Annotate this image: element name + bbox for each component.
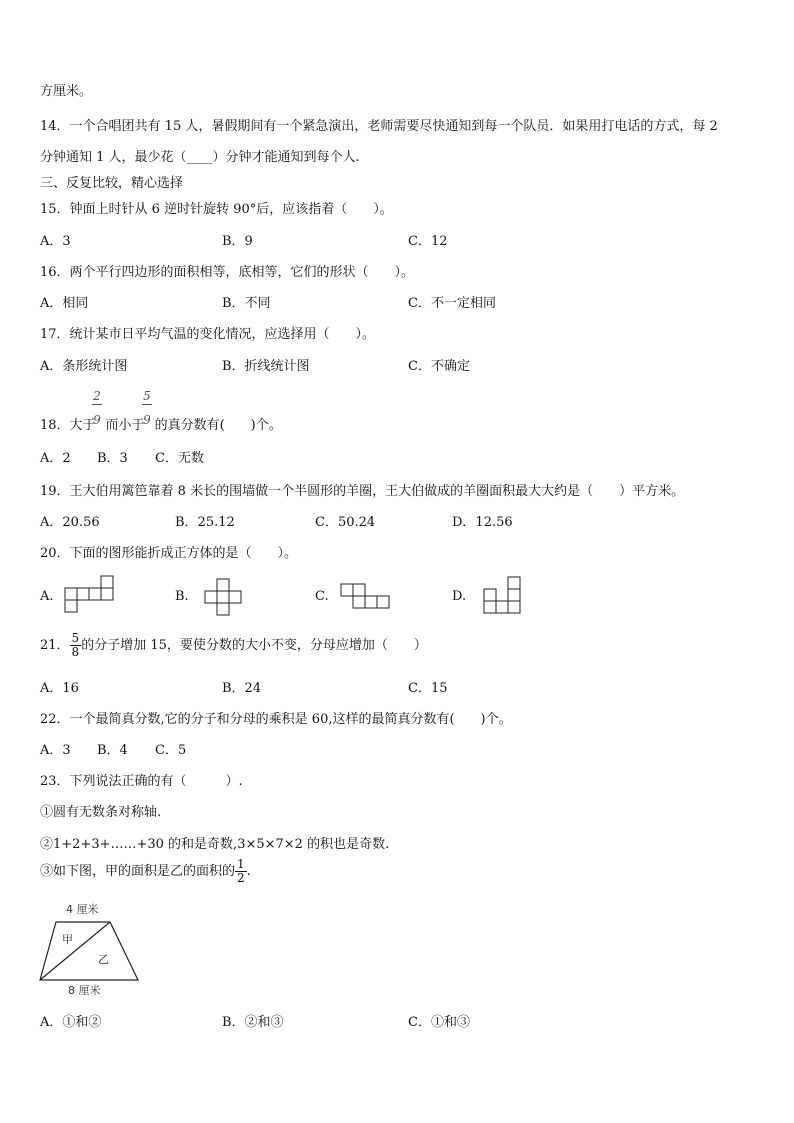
question-22: 22．一个最简真分数,它的分子和分母的乘积是 60,这样的最简真分数有( )个。 (40, 712, 512, 727)
q21-number: 21． (40, 638, 70, 653)
q20-option-b-label: B. (175, 589, 189, 604)
q17-option-c: C．不确定 (408, 359, 470, 374)
statement-1: ①圆有无数条对称轴. (40, 805, 162, 820)
q23-option-c: C．①和③ (408, 1015, 470, 1030)
q16-option-c: C．不一定相同 (408, 296, 496, 311)
trapezoid-diagonal (40, 922, 110, 980)
q21-text: 的分子增加 15，要使分数的大小不变，分母应增加（ ） (81, 638, 427, 653)
q20-option-d-label: D. (452, 589, 467, 604)
q23-option-a: A．①和② (40, 1015, 102, 1030)
q16-option-b: B．不同 (222, 296, 271, 311)
q18-text-c: 的真分数有( )个。 (154, 418, 282, 433)
question-20: 20．下面的图形能折成正方体的是（ ）。 (40, 546, 298, 561)
q18-text-b: 而小于 (105, 418, 145, 433)
q18-fraction-high-den: 9 (143, 413, 151, 427)
q20-option-c-label: C. (315, 589, 329, 604)
q16-option-a: A．相同 (40, 296, 89, 311)
question-16: 16．两个平行四边形的面积相等，底相等，它们的形状（ ）。 (40, 265, 415, 280)
question-21 (40, 632, 427, 659)
q18-fraction-high (142, 389, 152, 427)
q21-option-b: B．24 (222, 681, 262, 696)
q21-option-c: C．15 (408, 681, 448, 696)
q18-fraction-high-num: 5 (143, 389, 151, 403)
q21-option-a: A．16 (40, 681, 79, 696)
q18-fraction-low-num: 2 (93, 389, 101, 403)
q18-option-a: A．2 (40, 451, 71, 466)
q18-fraction-low-den: 9 (93, 413, 101, 427)
q22-option-a: A．3 (40, 743, 71, 758)
question-14-line1: 14．一个合唱团共有 15 人，暑假期间有一个紧急演出，老师需要尽快通知到每一个队员．如果用打电话的方式，每 2 (40, 119, 718, 134)
cube-net-c (340, 583, 392, 611)
trapezoid-top-label: 4 厘米 (66, 903, 99, 916)
statement-3 (40, 858, 251, 885)
question-17: 17．统计某市日平均气温的变化情况，应选择用（ ）。 (40, 327, 376, 342)
q19-option-d: D．12.56 (452, 515, 513, 530)
q19-option-c: C．50.24 (315, 515, 376, 530)
q18-option-b: B．3 (97, 451, 128, 466)
cube-net-a (64, 575, 116, 613)
question-15: 15．钟面上时针从 6 逆时针旋转 90°后，应该指着（ ）。 (40, 202, 393, 217)
q18-fraction-low (92, 389, 102, 427)
q19-option-b: B．25.12 (175, 515, 235, 530)
s3-fraction-den: 2 (237, 871, 245, 885)
q21-fraction-num: 5 (71, 631, 80, 645)
q21-fraction-den: 8 (71, 645, 80, 659)
section-heading: 三、反复比较，精心选择 (40, 176, 184, 191)
s3-fraction-num: 1 (237, 857, 245, 871)
q23-option-b: B．②和③ (222, 1015, 284, 1030)
region-jia-label: 甲 (62, 933, 73, 946)
region-yi-label: 乙 (98, 953, 109, 966)
cube-net-d (483, 576, 525, 616)
q22-option-c: C．5 (155, 743, 187, 758)
q15-option-c: C．12 (408, 234, 448, 249)
question-23: 23．下列说法正确的有（ ）. (40, 774, 243, 789)
q21-fraction (70, 632, 82, 659)
q15-option-b: B．9 (222, 234, 253, 249)
q17-option-a: A．条形统计图 (40, 359, 128, 374)
statement-3-end: . (246, 864, 251, 879)
cube-net-b (204, 578, 244, 618)
q18-text-a: 18．大于 (40, 418, 96, 433)
q18-option-c: C．无数 (155, 451, 204, 466)
statement-3-text: ③如下图，甲的面积是乙的面积的 (40, 864, 236, 879)
question-19: 19．王大伯用篱笆靠着 8 米长的围墙做一个半圆形的羊圈，王大伯做成的羊圈面积最大大约是（ ）平方米。 (40, 484, 685, 499)
q19-option-a: A．20.56 (40, 515, 100, 530)
statement-2: ②1+2+3+……+30 的和是奇数,3×5×7×2 的积也是奇数. (40, 837, 390, 852)
trapezoid-figure (34, 900, 146, 1000)
trapezoid-bottom-label: 8 厘米 (68, 984, 101, 997)
q17-option-b: B．折线统计图 (222, 359, 310, 374)
question-18 (40, 414, 282, 433)
question-14-line2: 分钟通知 1 人，最少花（____）分钟才能通知到每个人. (40, 150, 360, 165)
q15-option-a: A．3 (40, 234, 71, 249)
q22-option-b: B．4 (97, 743, 128, 758)
trapezoid-shape (40, 922, 138, 980)
q20-option-a-label: A. (40, 589, 54, 604)
continued-line: 方厘米。 (40, 84, 93, 99)
statement-3-fraction (235, 858, 247, 885)
